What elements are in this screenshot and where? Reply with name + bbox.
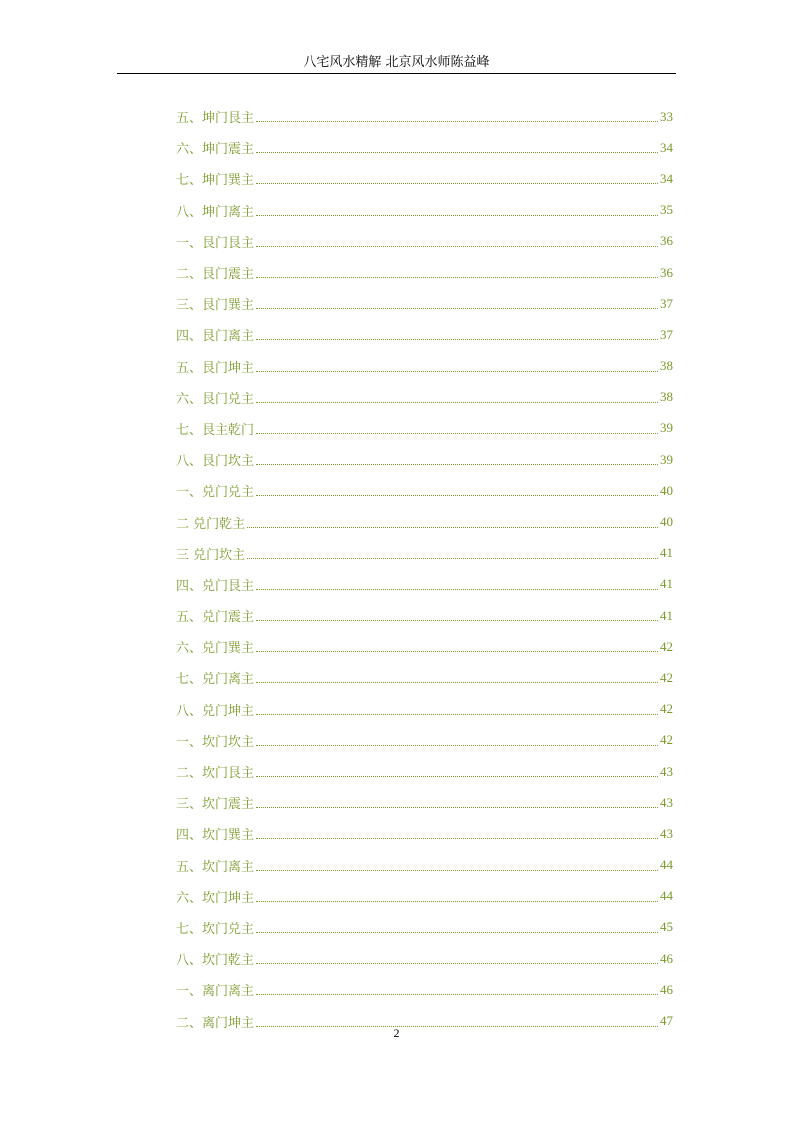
toc-entry[interactable] [176,631,673,662]
toc-entry-page: 38 [660,358,673,374]
toc-dot-leader [256,575,658,590]
toc-dot-leader [256,606,658,621]
page-header: 八宅风水精解 北京风水师陈益峰 [303,55,490,70]
toc-dot-leader [256,731,658,746]
toc-entry-page: 42 [660,669,673,685]
toc-entry-label: 七、兑门离主 [176,672,255,688]
toc-entry-page: 36 [660,264,673,280]
toc-dot-leader [256,201,658,216]
toc-dot-leader [256,325,658,340]
toc-entry-label: 二、艮门震主 [176,267,255,283]
toc-entry-label: 六、坤门震主 [176,142,255,158]
toc-dot-leader [256,824,658,839]
toc-entry-page: 34 [660,139,673,155]
toc-dot-leader [256,949,658,964]
toc-entry[interactable] [176,257,673,288]
toc-entry-page: 47 [660,1013,673,1029]
toc-entry-page: 40 [660,514,673,530]
toc-entry-page: 40 [660,482,673,498]
toc-entry[interactable] [176,382,673,413]
toc-entry-label: 一、离门离主 [176,984,255,1000]
toc-entry[interactable] [176,226,673,257]
toc-dot-leader [256,419,658,434]
header-rule [117,73,676,74]
toc-entry-page: 35 [660,202,673,218]
toc-entry-label: 八、坤门离主 [176,204,255,220]
toc-entry[interactable] [176,288,673,319]
toc-entry-label: 五、坎门离主 [176,859,255,875]
toc-entry-label: 五、坤门艮主 [176,111,255,127]
toc-entry-label: 一、坎门坎主 [176,734,255,750]
toc-entry[interactable] [176,943,673,974]
toc-dot-leader [256,668,658,683]
toc-entry-page: 46 [660,950,673,966]
toc-entry[interactable] [176,662,673,693]
toc-dot-leader [256,294,658,309]
toc-dot-leader [256,887,658,902]
toc-entry[interactable] [176,694,673,725]
toc-entry-page: 33 [660,108,673,124]
toc-dot-leader [256,169,658,184]
toc-entry[interactable] [176,600,673,631]
toc-entry-label: 二 兑门乾主 [176,516,246,532]
toc-entry-page: 42 [660,638,673,654]
toc-entry-page: 44 [660,857,673,873]
toc-entry-page: 34 [660,170,673,186]
toc-dot-leader [256,138,658,153]
toc-dot-leader [256,1012,658,1027]
toc-entry[interactable] [176,413,673,444]
toc-entry-label: 六、艮门兑主 [176,391,255,407]
toc-dot-leader [256,357,658,372]
toc-entry-page: 43 [660,763,673,779]
toc-dot-leader [256,388,658,403]
toc-entry[interactable] [176,974,673,1005]
toc-entry[interactable] [176,351,673,382]
toc-entry[interactable] [176,538,673,569]
toc-entry-page: 39 [660,451,673,467]
toc-entry-label: 六、坎门坤主 [176,890,255,906]
toc-entry[interactable] [176,787,673,818]
toc-dot-leader [256,793,658,808]
toc-entry[interactable] [176,475,673,506]
toc-dot-leader [256,232,658,247]
toc-entry-page: 42 [660,701,673,717]
toc-entry-page: 44 [660,888,673,904]
toc-entry[interactable] [176,319,673,350]
toc-entry-page: 41 [660,607,673,623]
toc-entry[interactable] [176,818,673,849]
toc-entry-page: 41 [660,576,673,592]
toc-entry-page: 38 [660,389,673,405]
toc-entry-page: 37 [660,295,673,311]
toc-entry-page: 41 [660,545,673,561]
toc-entry[interactable] [176,756,673,787]
toc-entry-label: 七、艮主乾门 [176,422,255,438]
toc-entry-label: 七、坎门兑主 [176,921,255,937]
table-of-contents [176,101,673,1037]
toc-entry-label: 五、艮门坤主 [176,360,255,376]
toc-entry-page: 37 [660,326,673,342]
toc-entry-page: 45 [660,919,673,935]
toc-entry-label: 七、坤门巽主 [176,173,255,189]
toc-entry-page: 36 [660,233,673,249]
toc-entry[interactable] [176,725,673,756]
toc-dot-leader [256,107,658,122]
toc-entry-label: 一、兑门兑主 [176,485,255,501]
toc-entry-label: 八、坎门乾主 [176,953,255,969]
toc-entry-label: 三 兑门坎主 [176,547,246,563]
toc-entry-page: 43 [660,794,673,810]
toc-entry[interactable] [176,912,673,943]
toc-entry-label: 四、坎门巽主 [176,828,255,844]
toc-entry-label: 三、艮门巽主 [176,298,255,314]
toc-dot-leader [247,544,658,559]
toc-entry[interactable] [176,506,673,537]
toc-entry[interactable] [176,132,673,163]
toc-entry-page: 39 [660,420,673,436]
toc-entry[interactable] [176,881,673,912]
toc-dot-leader [256,856,658,871]
toc-entry-label: 八、兑门坤主 [176,703,255,719]
toc-dot-leader [256,637,658,652]
toc-entry-label: 四、兑门艮主 [176,578,255,594]
toc-dot-leader [247,513,658,528]
toc-entry-page: 46 [660,981,673,997]
toc-entry-label: 三、坎门震主 [176,797,255,813]
toc-entry-label: 一、艮门艮主 [176,235,255,251]
toc-entry-page: 43 [660,825,673,841]
toc-entry-page: 42 [660,732,673,748]
toc-entry[interactable] [176,569,673,600]
toc-dot-leader [256,450,658,465]
toc-entry[interactable] [176,195,673,226]
toc-dot-leader [256,700,658,715]
toc-dot-leader [256,481,658,496]
toc-entry-label: 八、艮门坎主 [176,454,255,470]
toc-dot-leader [256,762,658,777]
toc-entry-label: 四、艮门离主 [176,329,255,345]
toc-entry[interactable] [176,444,673,475]
toc-entry-label: 二、坎门艮主 [176,766,255,782]
toc-entry-label: 二、离门坤主 [176,1015,255,1031]
toc-dot-leader [256,263,658,278]
toc-entry[interactable] [176,850,673,881]
toc-entry-label: 五、兑门震主 [176,610,255,626]
toc-entry-label: 六、兑门巽主 [176,641,255,657]
toc-entry[interactable] [176,101,673,132]
toc-dot-leader [256,918,658,933]
page-number: 2 [393,1026,400,1040]
toc-dot-leader [256,980,658,995]
toc-entry[interactable] [176,163,673,194]
